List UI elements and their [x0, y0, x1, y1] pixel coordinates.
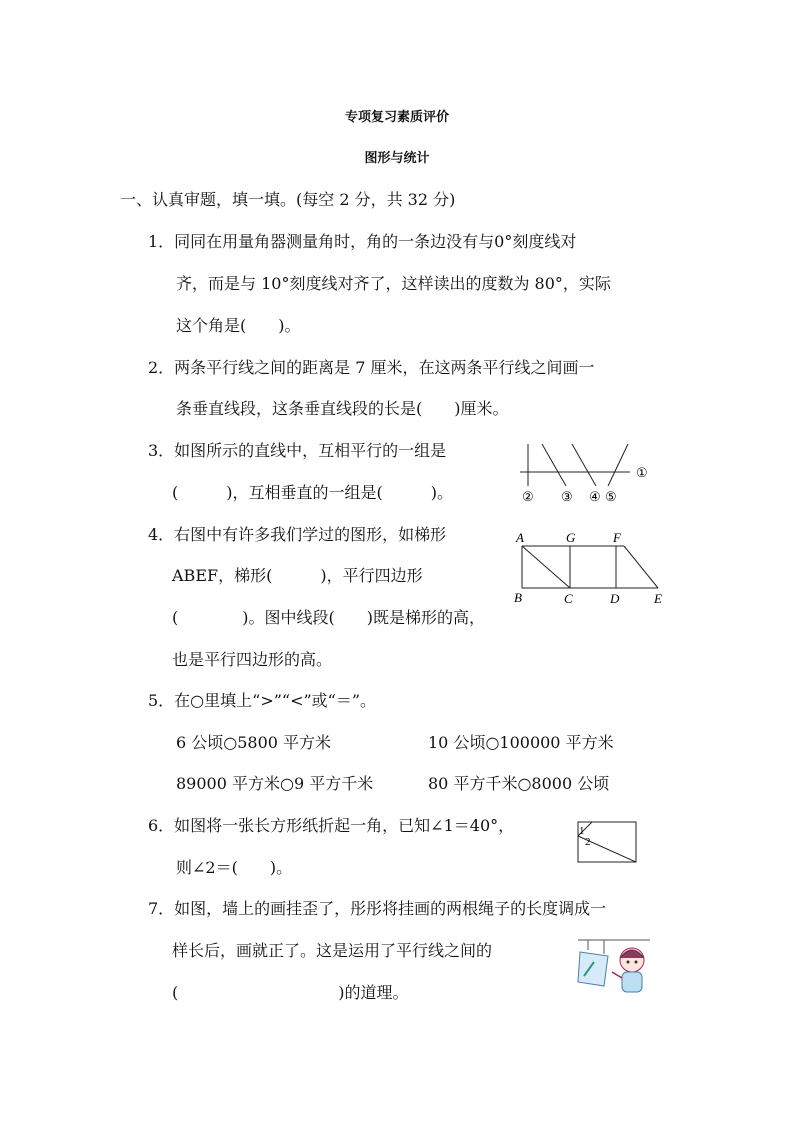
q4-line3: ( )。图中线段( )既是梯形的高， — [172, 608, 485, 627]
q7-picture-girl-illustration — [574, 936, 654, 1006]
q3-label-2: ② — [522, 489, 534, 504]
page-subtitle: 图形与统计 — [364, 151, 430, 166]
q4-label-F: F — [613, 530, 621, 545]
q5-item-b: 10 公顷○100000 平方米 — [428, 733, 614, 752]
q3-line2: ( )，互相垂直的一组是( )。 — [172, 483, 453, 502]
q6-label-1: 1 — [579, 825, 585, 837]
q3-line1: 3．如图所示的直线中，互相平行的一组是 — [148, 441, 447, 460]
q4-label-A: A — [516, 530, 524, 545]
q6-line1: 6．如图将一张长方形纸折起一角，已知∠1＝40°， — [148, 816, 515, 835]
q7-line2: 样长后，画就正了。这是运用了平行线之间的 — [172, 941, 493, 960]
q2-line1: 2．两条平行线之间的距离是 7 厘米，在这两条平行线之间画一 — [148, 358, 595, 377]
q4-line4: 也是平行四边形的高。 — [172, 650, 333, 669]
q4-label-E: E — [654, 591, 662, 606]
q6-line2: 则∠2＝( )。 — [176, 858, 293, 877]
q6-folded-paper-figure — [574, 818, 644, 868]
q3-label-3: ③ — [561, 489, 573, 504]
q3-label-1: ① — [636, 465, 648, 480]
section-heading: 一、认真审题，填一填。(每空 2 分，共 32 分) — [120, 190, 456, 209]
q3-label-4: ④ — [589, 489, 601, 504]
q4-label-D: D — [610, 591, 620, 606]
q7-line3: ( )的道理。 — [172, 983, 409, 1002]
q4-label-C: C — [564, 591, 573, 606]
q1-line1: 1．同同在用量角器测量角时，角的一条边没有与0°刻度线对 — [148, 232, 577, 251]
q4-trapezoid-figure — [512, 530, 672, 610]
q1-line2: 齐，而是与 10°刻度线对齐了，这样读出的度数为 80°，实际 — [176, 274, 611, 293]
q5-item-a: 6 公顷○5800 平方米 — [176, 733, 332, 752]
q6-label-2: 2 — [585, 836, 591, 848]
q5-item-d: 80 平方千米○8000 公顷 — [428, 774, 610, 793]
q2-line2: 条垂直线段，这条垂直线段的长是( )厘米。 — [176, 399, 509, 418]
q1-line3: 这个角是( )。 — [176, 316, 301, 335]
q4-line1: 4．右图中有许多我们学过的图形，如梯形 — [148, 525, 447, 544]
q5-line1: 5．在○里填上“>”“<”或“＝”。 — [148, 691, 377, 710]
page-title: 专项复习素质评价 — [344, 110, 449, 125]
q3-label-5: ⑤ — [605, 489, 617, 504]
q4-line2: ABEF，梯形( )，平行四边形 — [172, 566, 423, 585]
q5-item-c: 89000 平方米○9 平方千米 — [176, 774, 374, 793]
q3-lines-figure — [516, 438, 656, 508]
q4-label-G: G — [566, 530, 576, 545]
q7-line1: 7．如图，墙上的画挂歪了，彤彤将挂画的两根绳子的长度调成一 — [148, 899, 607, 918]
q4-label-B: B — [514, 590, 522, 605]
